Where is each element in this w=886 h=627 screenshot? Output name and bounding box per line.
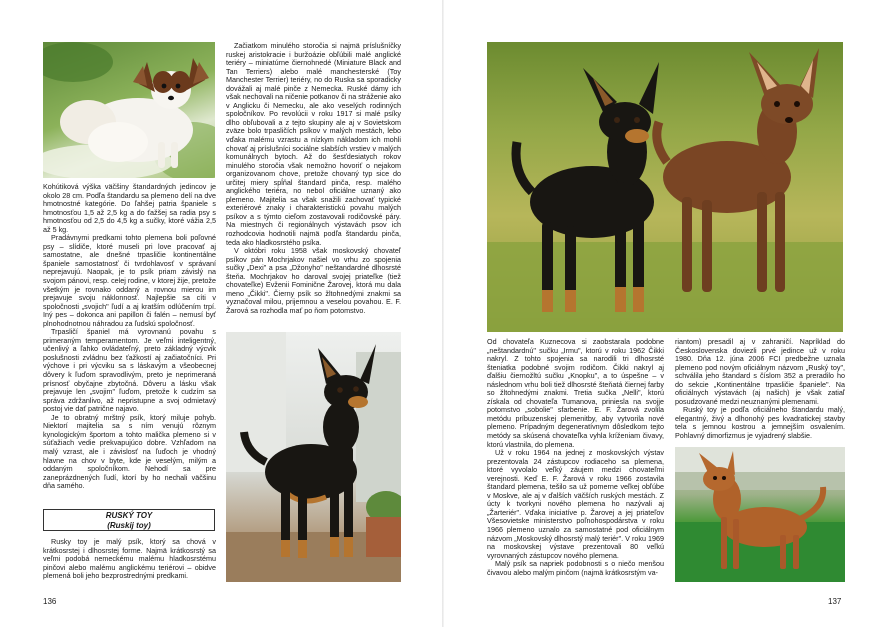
paragraph: Už v roku 1964 na jednej z moskovských výstav prezentovala 24 zástupcov rodiaceho sa plemena, ktoré vyvolalo veľký záujem medzi chovateľmi verejnosti. Keď E. F. Žarová v roku 1966 zostavila štandard plemena, tešilo sa už pomerne veľkej obľúbe v Moskve, ale aj v ďalších väčších ruských mestách. Z úcty k tvorkyni nového plemena ho nazývali aj „Žarteriér". Vďaka iniciatíve p. Žarovej a jej priateľov Všesovietske ministerstvo poľnohospodárstva v roku 1966 plemeno uznalo za samostatné pod oficiálnym názvom „Moskovský dlhosrstý malý teriér". V roku 1969 na moskovskej výstave prezentovali 80 veľkú vyrovnaných zástupcov nového plemena. [487, 448, 664, 560]
paragraph: Trpasličí španiel má vyrovnanú povahu s primeraným temperamentom. Je veľmi inteligentný, učenlivý a ľahko ovládateľný, preto základný výcvik poslušnosti zvládnu bez ťažkostí aj začiatočníci. Pri výchove i pri výcviku sa s láskavým a všeobecnej dôvery k ľuďom spravodlivým, preto je neprimeraná prísnosť obyčajne zbytočná. Dôveru a lásku však prejavuje len „svojim" ľuďom, pretože k cudzím sa správa zdržanlivo, až nepristupne a svoj odmietavý postoj vie dať patrične najavo. [43, 327, 216, 414]
right-column-2-text [675, 338, 845, 444]
breed-heading-title: RUSKÝ TOY [105, 511, 153, 520]
breed-heading-box [43, 509, 215, 531]
left-column-1-text-after-heading [43, 538, 216, 586]
paragraph: Malý psík sa napriek podobnosti s o niečo menšou čivavou alebo malým pinčom (najmä krátkosrstým va- [487, 559, 664, 577]
paragraph: riantom) presadil aj v zahraničí. Napríklad do Československa doviezli prvé jedince už v roku 1980. Dňa 12. júna 2006 FCI predbežne uznala plemeno pod novým oficiálnym názvom „Ruský toy", schválila jeho štandard s číslom 352 a preradilo ho do sekcie „Kontinentálne trpasličie španiele". Na oficiálnych výstavách (aj našich) je však zatiaľ posudzované medzi neuznanými plemenami. [675, 338, 845, 406]
right-page [443, 0, 886, 627]
paragraph: V októbri roku 1958 však moskovský chovateľ psíkov pán Mochrjakov našiel vo vrhu zo spojenia sučky „Dexi" a psa „Džonyho" neštandardné dlhosrsté šteňa. Mochrjakov ho daroval svojej priateľke (tiež chovateľke) Evženii Fominične Žarovej, ktorá mu dala meno „Čikki". Čierny psík so žltohnedými znakmi sa vyznačoval milou, prijemnou a veselou povahou. E. F. Žarová sa rozhodla mať po ňom potomstvo. [226, 246, 401, 315]
papillon-photo [43, 42, 215, 178]
paragraph: Začiatkom minulého storočia si najmä príslušníčky ruskej aristokracie i buržoázie obľúbili malé anglické teriéry – miniatúrne čiernohnedé (Miniature Black and Tan Terriers) alebo malé manchesterské (Toy Manchester Terrier) teriéry, no do Ruska sa sporadicky dovážali aj malé pinče z Nemecka. Ruské dámy ich však nechovali na ničenie potkanov či na stráženie ako v Anglicku či Nemecku, ale ako veselých rodinných spoločníkov. Po revolúcii v roku 1917 si malé psíky dlho obľubovali a z tejto skupiny ale aj v Sovietskom zväze bolo trpasličích psíkov v malých mestách, lebo vďaka malému vzrastu a nízkym nákladom ich mohli chovať aj príslušníci sociálne slabších vrstiev v malých komunálnych bytoch. Až do šesťdesiatych rokov minulého storočia však nemožno hovoriť o nejakom organizovanom chove, pretože chovaný typ sice do určitej miery spĺňal štandard pinča, resp. malého anglického teriéra, no nebol oficiálne uznaný ako plemeno. Majitelia sa však snažili zachovať typické exteriérové znaky i charakteristickú povahu malých psíkov a s týmto cieľom zostavovali rodičovské páry. Na miestnych či regionálnych výstavách psov ich rozhodcovia hodnotili najmä podľa štandardu pinča, teda ako hladkosrstého psíka. [226, 42, 401, 247]
page-number-left: 136 [43, 597, 57, 606]
left-column-2-text [226, 42, 401, 327]
paragraph: Ruský toy je podľa oficiálneho štandardu malý, elegantný, živý a dlhonohý pes kvadratickej stavby tela s jemnou kostrou a jemnejším osvalením. Pohlavný dimorfizmus je vyjadrený slabšie. [675, 405, 845, 441]
right-column-1-text [487, 338, 664, 588]
russian-toy-black-photo [226, 332, 401, 582]
papillon-dog-illustration [43, 42, 215, 178]
paragraph: Pradávnymi predkami tohto plemena boli poľovné psy – slídiče, ktoré museli pri love pracovať aj samostatne, ale dnešné trpasličie kontinentálne španiele samostatnosť či tvrdohlavosť v správaní neprejavujú. Naopak, je to psík priam závislý na svojom pánovi, resp. celej rodine, v ktorej žije, pretože všetkým je rovnako oddaný a rovnou mierou im prejavuje svoju náklonnosť. Najlepšie sa cíti v spoločnosti „svojich" ľudí a aj kratším odlúčením trpí. Iný pes – dokonca ani papillon či falén – nemusí byť plnohodnotnou náhradou za ľudskú spoločnosť. [43, 233, 216, 328]
russian-toy-pair-photo [487, 42, 843, 332]
russian-toy-red-photo [675, 447, 845, 582]
two-russian-toys-illustration [487, 42, 843, 332]
paragraph: Od chovateľa Kuznecova si zaobstarala podobne „neštandardnú" sučku „Irmu", ktorú v roku 1962 Čikki nakryl. Z tohto spojenia sa narodili tri dlhosrsté šteniatka podobné svojim rodičom. Čikki nakryl aj ďalšiu čiernožltú sučku „Knopku", a to úspešne – v následnom vrhu boli tiež dlhosrsté šteňatá čiernej farby so žltohnedými znakmi. Tretia sučka „Nelli", ktorú získala od chovateľa Tumanova, priniesla na svojje potomstvo „sobolie" sfarbenie. E. F. Žarová zvolila metódu príbuzenskej plemenitby, aby vytvorila nové plemeno. Prípadným degeneratívnym dôsledkom tejto metódy sa skúsená chovateľka vyhla kríženiam čivavy, ktorú vlastnila, do plemena. [487, 338, 664, 449]
page-number-right: 137 [828, 597, 842, 606]
left-column-1-text [43, 183, 216, 499]
red-dog-illustration [675, 447, 845, 582]
paragraph: Je to obratný mrštný psík, ktorý miluje pohyb. Niektorí majitelia sa s ním venujú rôznym kynologickým športom a tohto malička plemeno si v súťažiach vedie prekvapujúco dobre. Vzhľadom na malý vzrast, ale i závislosť na ľuďoch je vhodný hlavne na chov v byte, kde je veselým, milým a oddaným spoločníkom. Nehodí sa pre zaneprázdnených ľudí, ktorí by ho nechali väčšinu dňa samého. [43, 412, 216, 491]
paragraph: Rusky toy je malý psík, ktorý sa chová v krátkosrstej i dlhosrstej forme. Najmä krátkosrstý sa veľmi podobá nemeckému malému hladkosrstému pinčovi alebo malému anglickému teriérovi – obidve plemená boli jeho bezprostrednými predkami. [43, 538, 216, 581]
paragraph: Kohútiková výška väčšiny štandardných jedincov je okolo 28 cm. Podľa štandardu sa plemeno delí na dve hmotnostné kategórie. Do ľahšej patria španiele s hmotnosťou 1,5 až 2,5 kg a do ťažšej sa radia psy s hmotnosťou od 2,5 do 4,5 kg a sučky, ktoré vážia 2,5 až 5 kg. [43, 183, 216, 234]
black-tan-dog-illustration [226, 332, 401, 582]
breed-heading-subtitle: (Ruskij toy) [107, 520, 151, 530]
